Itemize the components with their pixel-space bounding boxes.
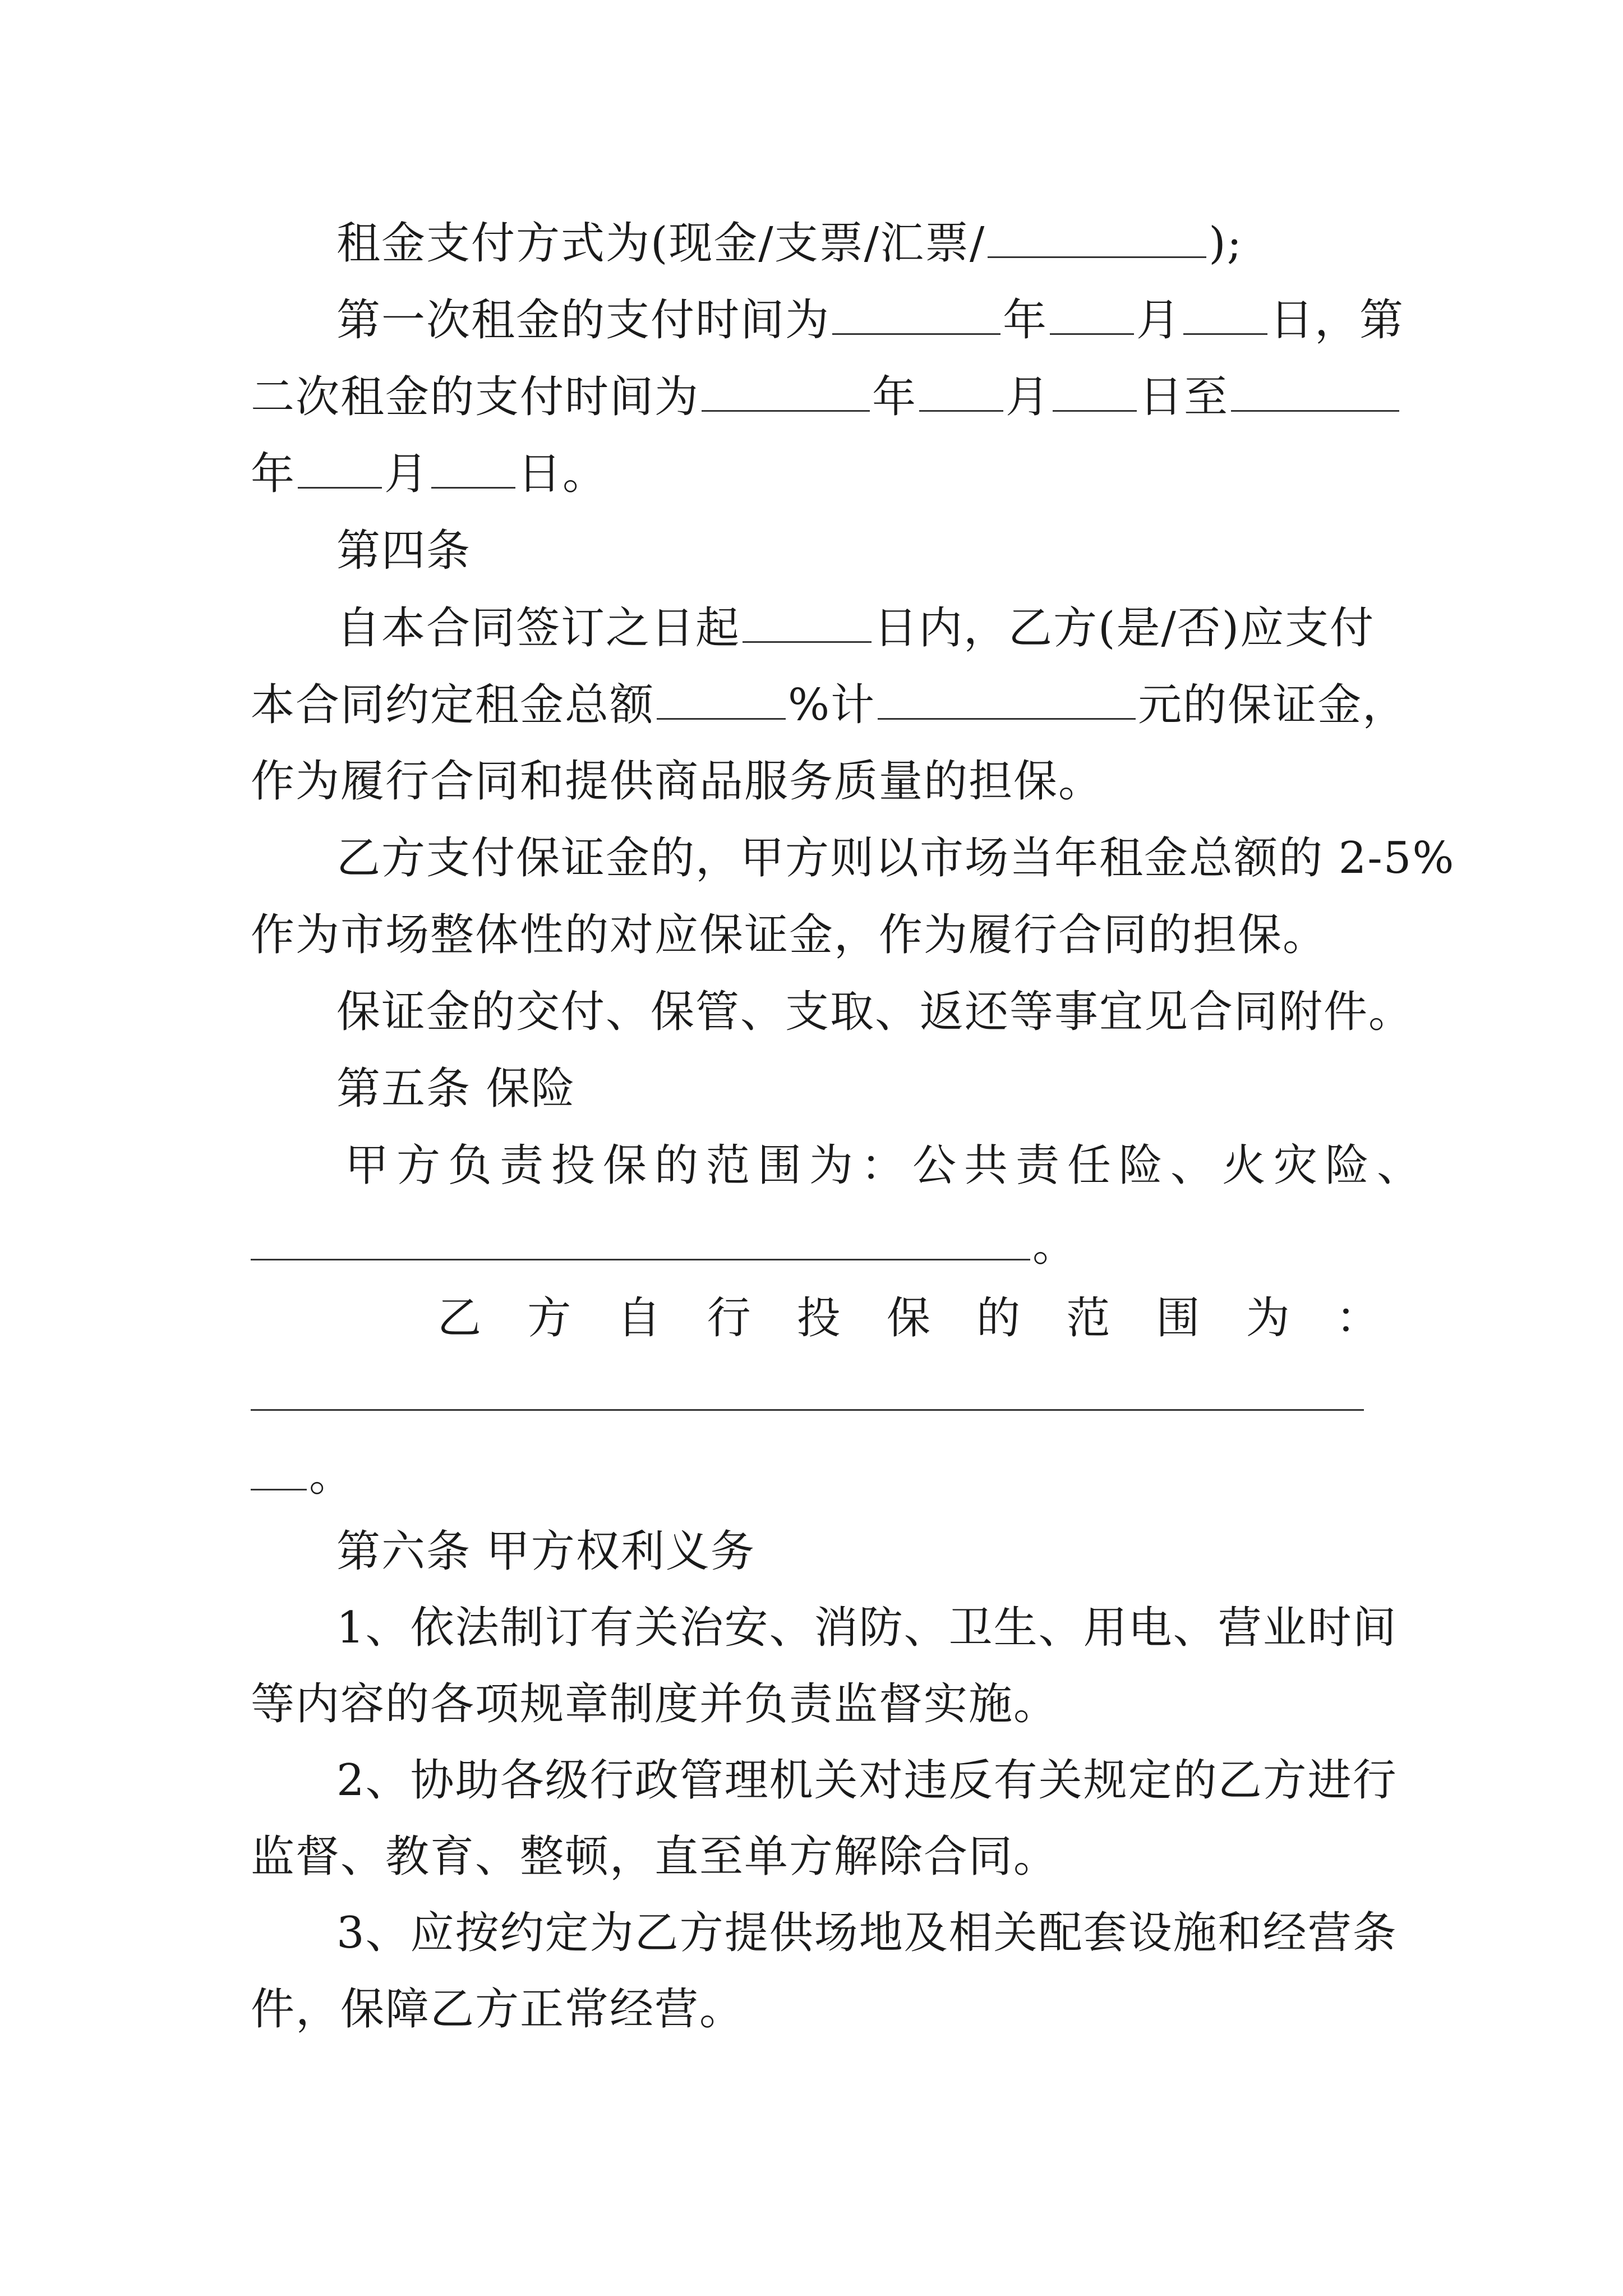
blank-field[interactable]	[298, 445, 382, 489]
insurance-blank-end	[251, 1447, 354, 1503]
char: ：	[1335, 1293, 1380, 1343]
text: 月	[1006, 372, 1051, 422]
text: 年	[1003, 295, 1048, 346]
paragraph-line: 保证金的交付、保管、支取、返还等事宜见合同附件。	[336, 987, 1414, 1037]
blank-field[interactable]	[743, 600, 872, 643]
blank-field[interactable]	[1050, 292, 1134, 335]
article-heading: 第六条 甲方权利义务	[336, 1526, 755, 1577]
char: 范	[1066, 1293, 1110, 1343]
text: 日至	[1139, 372, 1229, 422]
text: 租金支付方式为(现金/支票/汇票/	[336, 218, 986, 269]
text: 。	[309, 1451, 354, 1501]
blank-field[interactable]	[988, 215, 1206, 258]
char: 的	[976, 1293, 1021, 1343]
blank-field[interactable]	[251, 1409, 1364, 1411]
text: 月	[1136, 295, 1182, 346]
char: 保	[886, 1293, 930, 1343]
text: 月	[384, 449, 430, 499]
tenant-insurance-line	[437, 1290, 1380, 1346]
char: 围	[1156, 1293, 1200, 1343]
paragraph-line: 2、协助各级行政管理机关对违反有关规定的乙方进行	[336, 1755, 1398, 1806]
text: 第一次租金的支付时间为	[336, 295, 831, 346]
text: 日，第	[1270, 295, 1405, 346]
paragraph-line: 等内容的各项规章制度并负责监督实施。	[251, 1679, 1059, 1729]
article-heading: 第五条 保险	[336, 1064, 576, 1114]
text: 本合同约定租金总额	[251, 680, 655, 730]
payment-method-line	[336, 215, 1243, 271]
date-end-line	[251, 445, 607, 501]
blank-field[interactable]	[657, 677, 786, 720]
first-payment-line	[336, 292, 1404, 348]
paragraph-line: 监督、教育、整顿，直至单方解除合同。	[251, 1832, 1059, 1882]
char: 投	[796, 1293, 841, 1343]
char: 方	[527, 1293, 571, 1343]
char: 自	[617, 1293, 661, 1343]
paragraph-line: 3、应按约定为乙方提供场地及相关配套设施和经营条	[336, 1908, 1398, 1958]
blank-field[interactable]	[919, 369, 1003, 412]
blank-field[interactable]	[878, 677, 1136, 720]
text: 日。	[518, 449, 608, 499]
paragraph-line: 1、依法制订有关治安、消防、卫生、用电、营业时间	[336, 1603, 1398, 1653]
deposit-line	[336, 600, 1375, 656]
paragraph-line: 作为履行合同和提供商品服务质量的担保。	[251, 756, 1104, 807]
text: 二次租金的支付时间为	[251, 372, 700, 422]
char: 乙	[437, 1293, 482, 1343]
blank-field[interactable]	[251, 1447, 307, 1490]
text: 元的保证金，	[1138, 680, 1408, 730]
text: %计	[788, 680, 876, 730]
paragraph-line: 乙方支付保证金的，甲方则以市场当年租金总额的 2-5%	[336, 833, 1455, 884]
char: 行	[707, 1293, 751, 1343]
blank-field[interactable]	[431, 445, 515, 489]
article-heading: 第四条	[336, 526, 472, 576]
blank-field[interactable]	[702, 369, 870, 412]
blank-field[interactable]	[1053, 369, 1137, 412]
paragraph-line: 件，保障乙方正常经营。	[251, 1984, 745, 2035]
text: 日内，乙方(是/否)应支付	[874, 603, 1375, 654]
insurance-blank-line	[251, 1217, 1077, 1273]
blank-field[interactable]	[1231, 369, 1399, 412]
second-payment-line	[251, 369, 1401, 425]
blank-field[interactable]	[1183, 292, 1267, 335]
text: 年	[251, 449, 296, 499]
paragraph-line: 作为市场整体性的对应保证金，作为履行合同的担保。	[251, 910, 1328, 960]
char: 为	[1246, 1293, 1290, 1343]
blank-field[interactable]	[251, 1217, 1030, 1260]
text: 年	[872, 372, 917, 422]
paragraph-line: 甲方负责投保的范围为：公共责任险、火灾险、	[345, 1140, 1429, 1191]
deposit-amount-line	[251, 677, 1407, 733]
blank-field[interactable]	[832, 292, 1000, 335]
text: 。	[1032, 1221, 1078, 1271]
text: 自本合同签订之日起	[336, 603, 741, 654]
text: );	[1209, 218, 1243, 269]
